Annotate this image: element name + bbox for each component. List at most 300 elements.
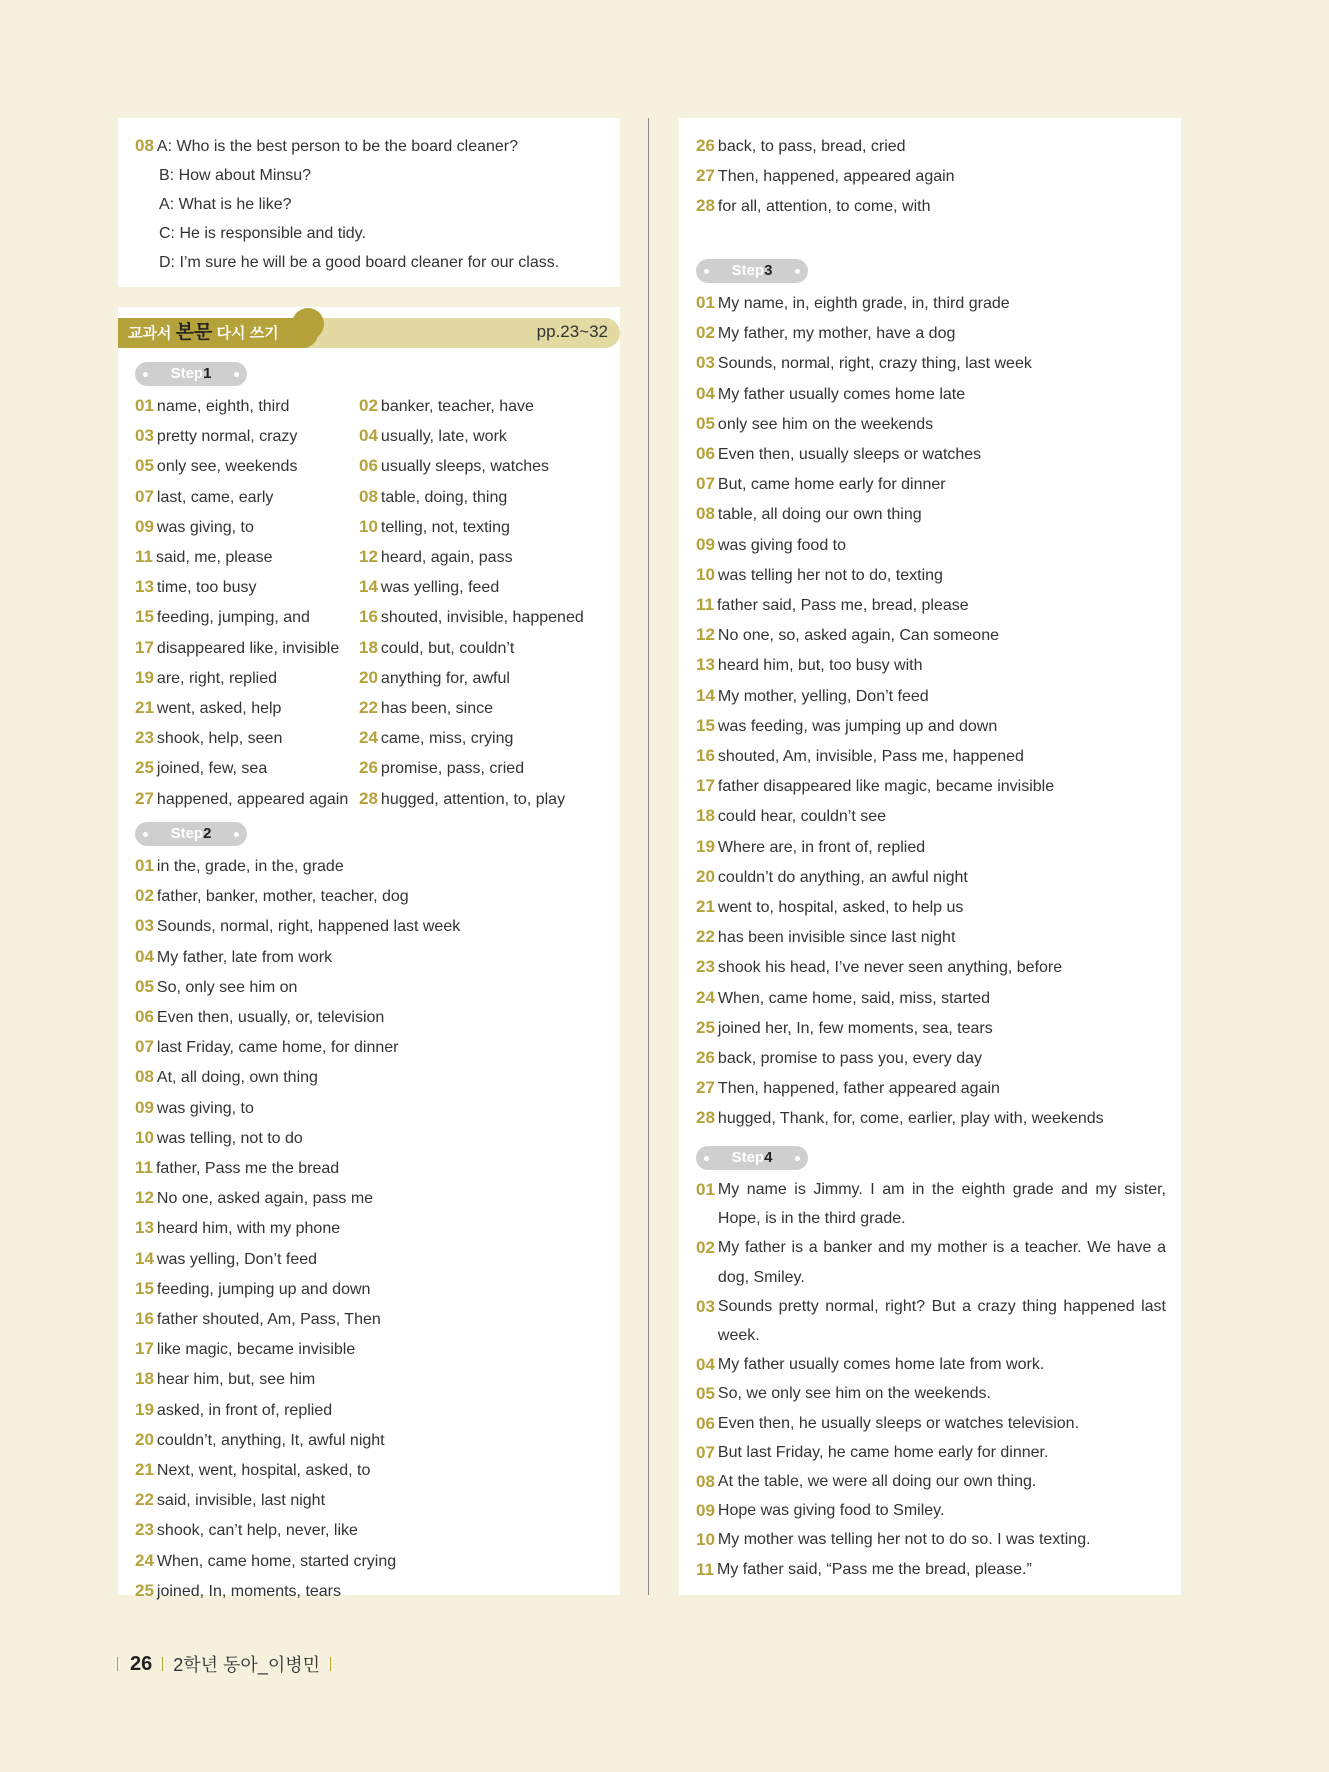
item-text: name, eighth, third: [156, 398, 290, 415]
item-number: 10: [696, 1530, 715, 1550]
item-number: 10: [696, 564, 715, 584]
step3-list: [696, 288, 1104, 1134]
item-number: 09: [696, 534, 715, 554]
item-number: 06: [696, 1413, 715, 1433]
item-number: 27: [696, 1078, 715, 1098]
item-number: 24: [696, 987, 715, 1007]
item-number: 05: [696, 1384, 715, 1404]
step-label: Step: [170, 365, 204, 382]
answer-item: [359, 723, 609, 753]
answer-item: [135, 391, 359, 421]
item-text: Next, went, hospital, asked, to: [156, 1462, 371, 1480]
answer-item: [359, 451, 609, 481]
item-number: 02: [696, 323, 715, 343]
item-text: feeding, jumping up and down: [156, 1280, 371, 1298]
answer-item: [135, 1485, 460, 1515]
item-text: disappeared like, invisible: [156, 639, 340, 657]
answer-item: [135, 1546, 460, 1576]
item-number: 03: [135, 426, 154, 446]
answer-item: [696, 348, 1104, 378]
dialog-line: B: How about Minsu?: [159, 167, 312, 184]
item-number: 02: [135, 886, 154, 906]
step-label: Step: [731, 262, 765, 279]
item-number: 17: [696, 776, 715, 796]
item-text: was telling, not to do: [156, 1129, 303, 1147]
item-text: father, banker, mother, teacher, dog: [156, 888, 409, 906]
item-text: in the, grade, in the, grade: [156, 858, 344, 875]
item-number: 10: [135, 1127, 154, 1147]
item-number: 26: [696, 1048, 715, 1068]
item-text: was feeding, was jumping up and down: [717, 717, 998, 735]
answer-item: [359, 421, 609, 451]
item-number: 09: [135, 1097, 154, 1117]
item-number: 01: [135, 856, 154, 875]
badge-dot: [234, 832, 239, 837]
answer-item: [359, 391, 609, 421]
item-text: couldn’t, anything, It, awful night: [156, 1431, 385, 1449]
answer-item: [696, 1555, 1166, 1584]
item-number: 02: [696, 1238, 715, 1258]
item-text: My father said, “Pass me the bread, please.”: [716, 1560, 1032, 1578]
item-number: 16: [359, 607, 378, 627]
answer-item: [696, 1175, 1166, 1233]
item-text: hear him, but, see him: [156, 1371, 316, 1389]
item-text: said, me, please: [155, 549, 273, 567]
item-text: went, asked, help: [156, 700, 282, 718]
answer-item: [696, 862, 1104, 892]
item-text: table, all doing our own thing: [717, 506, 922, 524]
item-text: went to, hospital, asked, to help us: [717, 899, 964, 917]
item-number: 15: [135, 1278, 154, 1298]
badge-dot: [143, 832, 148, 837]
answer-item: [696, 530, 1104, 560]
item-number: 09: [135, 516, 154, 536]
item-text: hugged, Thank, for, come, earlier, play with, weekends: [717, 1110, 1104, 1128]
item-text: father said, Pass me, bread, please: [716, 597, 969, 615]
item-text: Sounds, normal, right, crazy thing, last week: [717, 355, 1032, 373]
item-number: 12: [696, 625, 715, 645]
item-text: My father usually comes home late: [717, 385, 966, 403]
answer-item: [359, 663, 609, 693]
step-number: 4: [764, 1149, 773, 1166]
item-number: 07: [696, 474, 715, 494]
item-number: 04: [135, 946, 154, 966]
item-text: Even then, usually sleeps or watches: [717, 446, 982, 464]
item-text: My father, late from work: [156, 948, 333, 966]
answer-item: [135, 881, 460, 911]
item-number: 23: [696, 957, 715, 977]
item-text: last, came, early: [156, 488, 274, 506]
item-number: 18: [359, 637, 378, 657]
answer-item: [135, 421, 359, 451]
item-text: said, invisible, last night: [156, 1492, 326, 1510]
dialog-text: A: Who is the best person to be the board cleaner?: [156, 138, 519, 155]
item-number: 04: [696, 1355, 715, 1375]
item-text: only see him on the weekends: [717, 415, 934, 433]
item-number: 21: [696, 897, 715, 917]
answer-item: [696, 191, 955, 221]
dialog-line: A: What is he like?: [159, 196, 292, 213]
item-text: Even then, he usually sleeps or watches television.: [717, 1414, 1080, 1432]
item-number: 22: [135, 1490, 154, 1510]
item-number: 16: [135, 1309, 154, 1329]
banner-title-1: 교과서: [128, 325, 172, 342]
answer-item: [696, 499, 1104, 529]
item-text: heard, again, pass: [380, 549, 513, 567]
banner-circle: [292, 308, 324, 340]
item-number: 16: [696, 746, 715, 766]
page-footer: [117, 1652, 331, 1676]
item-text: shouted, Am, invisible, Pass me, happened: [717, 748, 1024, 766]
answer-item: [135, 693, 359, 723]
step1-list: [135, 391, 609, 814]
answer-item: [359, 633, 609, 663]
answer-item: [135, 723, 359, 753]
item-number: 10: [359, 516, 378, 536]
item-number: 06: [135, 1007, 154, 1027]
item-number: 03: [696, 353, 715, 373]
item-text: Then, happened, father appeared again: [717, 1080, 1000, 1098]
answer-item: [359, 753, 609, 783]
answer-item: [696, 161, 955, 191]
answer-item: [135, 851, 460, 881]
answer-item: [696, 1103, 1104, 1133]
item-number: 11: [135, 547, 153, 567]
item-text: has been invisible since last night: [717, 929, 956, 947]
item-number: 11: [135, 1158, 153, 1178]
answer-item: [359, 512, 609, 542]
item-number: 20: [135, 1429, 154, 1449]
answer-item: [135, 451, 359, 481]
item-text: Sounds, normal, right, happened last week: [156, 918, 461, 936]
item-number: 22: [359, 698, 378, 718]
item-text: was yelling, feed: [380, 579, 500, 597]
item-text: back, promise to pass you, every day: [717, 1050, 983, 1068]
answer-item: [135, 1153, 460, 1183]
answer-item: [696, 983, 1104, 1013]
item-number: 27: [135, 788, 154, 808]
answer-item: [696, 650, 1104, 680]
item-number: 19: [135, 1399, 154, 1419]
answer-item: [696, 288, 1104, 318]
item-text: could, but, couldn’t: [380, 639, 515, 657]
item-text: shook his head, I’ve never seen anything, before: [717, 959, 1063, 977]
item-text: So, we only see him on the weekends.: [717, 1385, 991, 1403]
step4-list: [696, 1175, 1166, 1584]
item-number: 17: [135, 1339, 154, 1359]
item-number: 13: [696, 655, 715, 675]
answer-item: [696, 590, 1104, 620]
item-number: 01: [135, 396, 154, 415]
answer-item: [696, 1233, 1166, 1291]
item-number: 18: [135, 1369, 154, 1389]
item-text: pretty normal, crazy: [156, 428, 298, 446]
item-number: 05: [696, 413, 715, 433]
item-number: 05: [135, 456, 154, 476]
item-text: was giving, to: [156, 518, 254, 536]
step2-list: [135, 851, 460, 1606]
answer-item: [359, 784, 609, 814]
answer-item: [359, 542, 609, 572]
item-text: are, right, replied: [156, 669, 277, 687]
answer-item: [135, 633, 359, 663]
answer-item: [696, 892, 1104, 922]
page-range: pp.23~32: [536, 322, 608, 341]
item-number: 19: [696, 836, 715, 856]
step2-badge: [135, 822, 247, 846]
answer-item: [135, 942, 460, 972]
step-label: Step: [170, 825, 204, 842]
item-text: back, to pass, bread, cried: [717, 138, 906, 155]
item-text: only see, weekends: [156, 458, 298, 476]
answer-item: [135, 1002, 460, 1032]
item-number: 19: [135, 667, 154, 687]
item-text: father disappeared like magic, became invisible: [717, 778, 1055, 796]
step-number: 1: [203, 365, 212, 382]
item-text: Then, happened, appeared again: [717, 168, 955, 186]
item-text: banker, teacher, have: [380, 398, 534, 415]
step4-badge: [696, 1146, 808, 1170]
answer-item: [135, 911, 460, 941]
item-text: couldn’t do anything, an awful night: [717, 868, 968, 886]
item-number: 15: [135, 607, 154, 627]
item-number: 01: [696, 1180, 715, 1199]
answer-item: [135, 482, 359, 512]
answer-item: [135, 1576, 460, 1606]
item-number: 06: [359, 456, 378, 476]
answer-item: [696, 1350, 1166, 1379]
item-text: promise, pass, cried: [380, 760, 525, 778]
step1-badge: [135, 362, 247, 386]
item-number: 11: [696, 595, 714, 615]
dialog-line: D: I’m sure he will be a good board cleaner for our class.: [159, 254, 560, 271]
answer-item: [696, 1013, 1104, 1043]
footer-divider: [162, 1657, 163, 1671]
answer-item: [135, 1093, 460, 1123]
answer-item: [135, 784, 359, 814]
item-text: My father is a banker and my mother is a teacher. We have a dog, Smiley.: [717, 1239, 1166, 1286]
item-number: 25: [696, 1017, 715, 1037]
item-text: My mother, yelling, Don’t feed: [717, 687, 929, 705]
answer-item: [696, 1409, 1166, 1438]
item-number: 28: [359, 788, 378, 808]
item-text: So, only see him on: [156, 978, 298, 996]
item-text: feeding, jumping, and: [156, 609, 310, 627]
item-number: 08: [696, 1472, 715, 1492]
banner-title: [128, 321, 279, 346]
answer-item: [696, 681, 1104, 711]
item-number: 21: [135, 1460, 154, 1480]
item-text: shouted, invisible, happened: [380, 609, 584, 627]
item-text: anything for, awful: [380, 669, 510, 687]
item-number: 06: [696, 444, 715, 464]
item-text: Even then, usually, or, television: [156, 1009, 385, 1027]
dialog-panel: [118, 118, 620, 287]
item-number: 03: [696, 1296, 715, 1316]
item-text: for all, attention, to come, with: [717, 198, 931, 216]
item-number: 20: [696, 866, 715, 886]
answer-item: [696, 832, 1104, 862]
item-number: 21: [135, 698, 154, 718]
step2-continued-list: [696, 131, 955, 222]
answer-item: [696, 771, 1104, 801]
answer-item: [696, 711, 1104, 741]
item-text: My mother was telling her not to do so. I was texting.: [717, 1531, 1091, 1549]
answer-item: [696, 801, 1104, 831]
answer-item: [135, 1455, 460, 1485]
item-number: 27: [696, 166, 715, 186]
item-text: Hope was giving food to Smiley.: [717, 1502, 945, 1520]
item-text: When, came home, started crying: [156, 1552, 397, 1570]
answer-item: [696, 1496, 1166, 1525]
step2-badge-wrap: [135, 822, 247, 846]
page-number: 26: [130, 1652, 153, 1675]
badge-dot: [795, 269, 800, 274]
answer-item: [696, 379, 1104, 409]
column-divider: [648, 118, 649, 1595]
item-text: like magic, became invisible: [156, 1341, 356, 1359]
item-number: 07: [696, 1442, 715, 1462]
answer-item: [359, 482, 609, 512]
item-text: was giving food to: [717, 536, 846, 554]
section-banner: [118, 318, 620, 348]
item-text: usually sleeps, watches: [380, 458, 550, 476]
dialog-line: [135, 131, 620, 161]
step-label: Step: [731, 1149, 765, 1166]
item-text: My name is Jimmy. I am in the eighth grade and my sister, Hope, is in the third grade.: [717, 1181, 1166, 1228]
answer-item: [135, 1334, 460, 1364]
item-text: But, came home early for dinner: [717, 476, 946, 494]
item-text: was telling her not to do, texting: [717, 566, 943, 584]
answer-item: [135, 1123, 460, 1153]
answer-item: [135, 1032, 460, 1062]
item-number: 23: [135, 1520, 154, 1540]
item-number: 07: [135, 486, 154, 506]
item-number: 13: [135, 1218, 154, 1238]
item-text: was yelling, Don’t feed: [156, 1250, 318, 1268]
item-number: 23: [135, 728, 154, 748]
item-number: 14: [135, 1248, 154, 1268]
answer-item: [135, 1395, 460, 1425]
answer-item: [135, 1274, 460, 1304]
item-text: joined, few, sea: [156, 760, 268, 778]
answer-item: [696, 1292, 1166, 1350]
badge-dot: [704, 269, 709, 274]
dialog-line: C: He is responsible and tidy.: [159, 225, 366, 242]
step3-badge-wrap: [696, 259, 808, 283]
answer-item: [696, 922, 1104, 952]
answer-item: [135, 1364, 460, 1394]
step-number: 2: [203, 825, 212, 842]
footer-divider: [330, 1657, 331, 1671]
answer-item: [696, 741, 1104, 771]
item-number: 01: [696, 293, 715, 312]
item-text: time, too busy: [156, 579, 257, 597]
item-number: 12: [359, 547, 378, 567]
answer-item: [135, 572, 359, 602]
answer-item: [135, 512, 359, 542]
item-text: But last Friday, he came home early for dinner.: [717, 1443, 1049, 1461]
answer-item: [696, 1379, 1166, 1408]
answer-item: [135, 1213, 460, 1243]
item-number: 13: [135, 577, 154, 597]
answer-item: [696, 409, 1104, 439]
badge-dot: [795, 1156, 800, 1161]
answer-item: [696, 952, 1104, 982]
item-number: 04: [696, 383, 715, 403]
answer-item: [135, 1425, 460, 1455]
item-number: 08: [696, 504, 715, 524]
item-number: 09: [696, 1501, 715, 1521]
item-number: 08: [135, 1067, 154, 1087]
item-number: 14: [359, 577, 378, 597]
item-text: Where are, in front of, replied: [717, 838, 926, 856]
item-text: My father usually comes home late from work.: [717, 1356, 1045, 1374]
badge-dot: [143, 372, 148, 377]
answer-item: [696, 439, 1104, 469]
answer-item: [135, 1244, 460, 1274]
item-text: My father, my mother, have a dog: [717, 325, 956, 343]
banner-title-2: 본문: [175, 322, 213, 343]
item-text: No one, so, asked again, Can someone: [717, 627, 999, 645]
item-number: 03: [135, 916, 154, 936]
answer-item: [135, 1183, 460, 1213]
item-number: 25: [135, 758, 154, 778]
item-number: 15: [696, 715, 715, 735]
item-number: 17: [135, 637, 154, 657]
answer-item: [359, 693, 609, 723]
answer-item: [135, 753, 359, 783]
item-number: 26: [359, 758, 378, 778]
item-number: 12: [135, 1188, 154, 1208]
item-text: usually, late, work: [380, 428, 507, 446]
item-text: At, all doing, own thing: [156, 1069, 318, 1087]
item-text: joined, In, moments, tears: [156, 1582, 342, 1600]
item-text: table, doing, thing: [380, 488, 508, 506]
item-text: has been, since: [380, 700, 493, 718]
item-number: 18: [696, 806, 715, 826]
item-number: 02: [359, 396, 378, 415]
item-number: 28: [696, 1108, 715, 1128]
item-text: last Friday, came home, for dinner: [156, 1039, 399, 1057]
step-number: 3: [764, 262, 773, 279]
item-text: joined her, In, few moments, sea, tears: [717, 1019, 993, 1037]
dialog-block: [135, 131, 620, 277]
answer-item: [696, 318, 1104, 348]
step1-badge-wrap: [135, 362, 247, 386]
item-text: came, miss, crying: [380, 730, 514, 748]
answer-item: [359, 572, 609, 602]
answer-item: [696, 1438, 1166, 1467]
item-number: 24: [135, 1550, 154, 1570]
step4-badge-wrap: [696, 1146, 808, 1170]
item-text: heard him, but, too busy with: [717, 657, 923, 675]
item-text: shook, help, seen: [156, 730, 283, 748]
answer-item: [696, 469, 1104, 499]
answer-item: [696, 560, 1104, 590]
item-number: 05: [135, 976, 154, 996]
item-number: 11: [696, 1559, 714, 1579]
answer-item: [696, 1043, 1104, 1073]
item-text: happened, appeared again: [156, 790, 349, 808]
item-number: 14: [696, 685, 715, 705]
item-number: 08: [359, 486, 378, 506]
item-text: telling, not, texting: [380, 518, 510, 536]
answer-item: [696, 1073, 1104, 1103]
answer-item: [696, 131, 955, 161]
item-text: No one, asked again, pass me: [156, 1190, 374, 1208]
step3-badge: [696, 259, 808, 283]
